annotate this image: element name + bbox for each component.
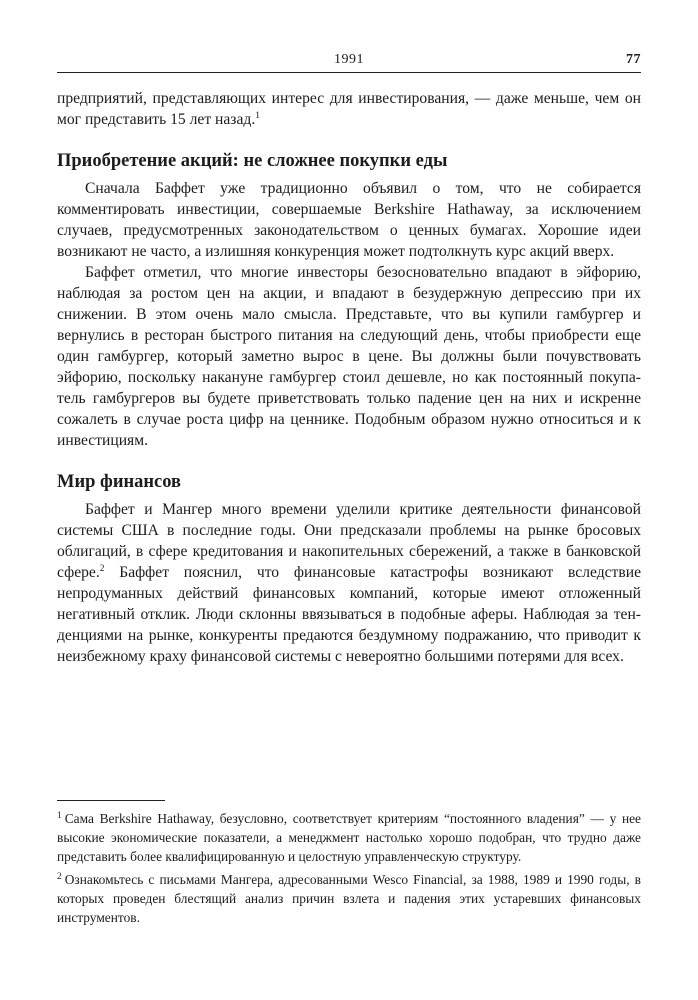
paragraph-text: Баффет и Мангер много времени уделили критике деятельности финансовой системы США в последние годы. Они предсказали проблемы на рынке бросовых облигаций, в сфере кредитования и накопительных сбережений, а также в банковской сфере. [57, 501, 641, 581]
paragraph-text: Баффет пояснил, что финансовые катастрофы возникают вследствие непродуманных действий финансовых компаний, которые имеют отложенный негативный отклик. Люди склонны ввязываться в подобные аферы. Наблюдая за тенденциями на рынке, конкуренты предаются бездумному подражанию, что приводит к неизбежному краху финансовой системы с невероятно большими потерями для всех. [57, 564, 641, 665]
paragraph [57, 499, 641, 667]
footnote-2 [57, 870, 641, 927]
footnote-ref-1: 1 [255, 110, 260, 121]
footnote-text: Сама Berkshire Hathaway, безусловно, соответствует критериям “постоянного владения” — у нее высокие экономические показатели, а менеджмент настолько хорошо подобран, что трудно даже представить более квалифицированную и целостную управленческую структуру. [57, 811, 641, 864]
footnote-mark: 1 [57, 810, 62, 821]
book-page [57, 0, 641, 1000]
main-text [57, 88, 641, 667]
paragraph: Сначала Баффет уже традиционно объявил о том, что не собирается комментировать инвестиции, совершаемые Berkshire Hathaway, за исключением случаев, предусмотренных законодательством о ценных бумагах. Хорошие идеи возникают не часто, а излишняя конкуренция может подтолкнуть курс акций вверх. [57, 180, 641, 260]
section-heading-finance-world: Мир финансов [57, 472, 182, 492]
continued-paragraph [57, 88, 641, 130]
footnote-1 [57, 809, 641, 866]
footnote-ref-2: 2 [99, 563, 105, 574]
footnote-rule [57, 800, 165, 801]
footnote-mark: 2 [57, 871, 62, 882]
paragraph: Баффет отметил, что многие инвесторы безосновательно впадают в эйфорию, наблюдая за ростом цен на акции, и впадают в безудержную депрессию при их снижении. В этом очень мало смысла. Представьте, что вы купили гамбургер и вернулись в ресторан быстрого питания на следующий день, чтобы приобрести еще один гамбургер, который заметно вырос в цене. Вы должны были почувствовать эйфорию, поскольку накануне гамбургер стоил дешевле, но как постоянный покупатель гамбургеров вы будете приветствовать только падение цен на них и искренне сожалеть в случае роста цифр на ценнике. Подобным образом нужно относиться и к инвестициям. [57, 264, 641, 449]
section-heading-stock-purchase: Приобретение акций: не сложнее покупки еды [57, 151, 448, 171]
footnote-text: Ознакомьтесь с письмами Мангера, адресованными Wesco Financial, за 1988, 1989 и 1990 годы, в которых проведен блестящий анализ причин взлета и падения этих устаревших финансовых инструментов. [57, 872, 641, 925]
running-title: 1991 [334, 52, 364, 67]
page-number: 77 [626, 52, 641, 67]
running-header [57, 52, 641, 72]
footnotes-block [57, 800, 641, 931]
paragraph-text: предприятий, представляющих интерес для инвестирования, — даже меньше, чем он мог представить 15 лет назад. [57, 90, 641, 128]
header-rule [57, 72, 641, 73]
